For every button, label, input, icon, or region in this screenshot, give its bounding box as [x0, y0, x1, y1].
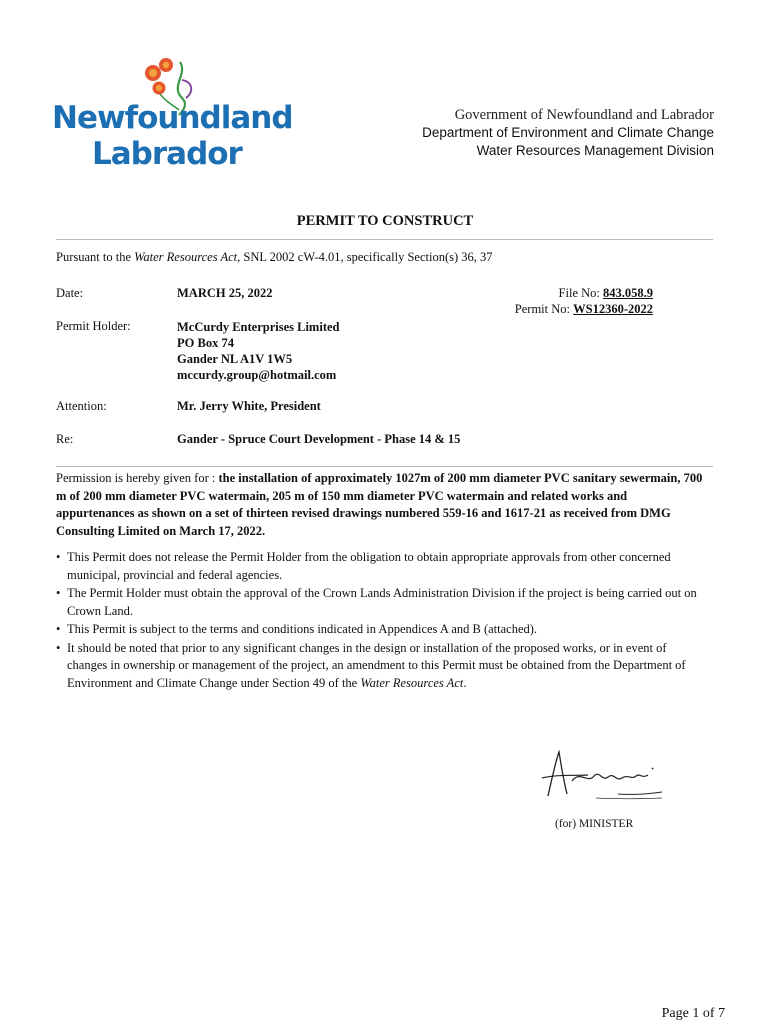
title-divider — [56, 239, 713, 240]
permission-scope: the installation of approximately 1027m of 200 mm diameter PVC sanitary sewermain, 700 m of 200 mm diameter PVC watermain, 205 m of 150 mm diameter PVC watermain and related works and appurtenances as shown on a set of thirteen revised drawings numbered 559-16 and 1617-21 as received from DMG Consulting Limited on March 17, 2022. — [56, 471, 703, 538]
holder-company: McCurdy Enterprises Limited — [177, 320, 340, 334]
condition-text: This Permit does not release the Permit Holder from the obligation to obtain appropriate approvals from other concerned municipal, provincial and federal agencies. — [67, 550, 671, 582]
condition-item — [56, 549, 706, 584]
issuing-authority — [422, 106, 714, 160]
act-name: Water Resources Act — [134, 250, 238, 264]
date-label: Date: — [56, 286, 84, 300]
legal-basis-suffix: , SNL 2002 cW-4.01, specifically Section(s) 36, 37 — [237, 250, 493, 264]
condition-item — [56, 621, 706, 639]
condition-item — [56, 585, 706, 620]
permit-number — [515, 302, 653, 317]
page-number: Page 1 of 7 — [661, 1006, 725, 1021]
re-value: Gander - Spruce Court Development - Phase 14 & 15 — [177, 432, 461, 446]
logo-wordmark-line1: Newfoundland — [52, 100, 293, 136]
re-label: Re: — [56, 432, 74, 446]
permission-paragraph — [56, 470, 706, 540]
conditions-list — [56, 549, 706, 693]
handwritten-signature — [536, 748, 664, 808]
body-divider — [56, 466, 713, 467]
legal-basis-prefix: Pursuant to the — [56, 250, 135, 264]
permit-holder-label: Permit Holder: — [56, 319, 131, 333]
file-number-label: File No: — [558, 286, 603, 300]
signatory-caption: (for) MINISTER — [555, 818, 634, 830]
act-name: Water Resources Act — [360, 675, 464, 690]
permit-number-value: WS12360-2022 — [573, 302, 653, 316]
condition-text: The Permit Holder must obtain the approval of the Crown Lands Administration Division if the project is being carried out on Crown Land. — [67, 586, 697, 618]
file-number-value: 843.058.9 — [603, 286, 653, 300]
legal-basis — [56, 250, 493, 265]
holder-city: Gander NL A1V 1W5 — [177, 352, 293, 366]
permit-holder-address — [177, 319, 339, 383]
government-logo — [52, 58, 293, 178]
department-name: Department of Environment and Climate Change — [422, 125, 714, 140]
holder-po-box: PO Box 74 — [177, 336, 234, 350]
attention-label: Attention: — [56, 399, 107, 413]
condition-text: This Permit is subject to the terms and conditions indicated in Appendices A and B (attached). — [67, 622, 538, 636]
division-name: Water Resources Management Division — [476, 143, 714, 158]
government-name: Government of Newfoundland and Labrador — [454, 107, 714, 123]
file-number — [559, 286, 653, 301]
document-title: PERMIT TO CONSTRUCT — [296, 213, 474, 229]
permission-prefix: Permission is hereby given for : — [56, 471, 219, 485]
date-value: MARCH 25, 2022 — [177, 286, 273, 300]
condition-item — [56, 640, 706, 693]
permit-number-label: Permit No: — [514, 302, 574, 316]
logo-wordmark-line2: Labrador — [92, 136, 242, 172]
attention-value: Mr. Jerry White, President — [177, 399, 321, 413]
holder-email: mccurdy.group@hotmail.com — [177, 368, 337, 382]
condition-text-suffix: . — [463, 675, 467, 690]
condition-text-prefix: It should be noted that prior to any significant changes in the design or installation of the proposed works, or in event of changes in ownership or management of the project, an amendment to this Permit must be obtained from the Department of Environment and Climate Change under Section 49 of the — [67, 640, 686, 690]
